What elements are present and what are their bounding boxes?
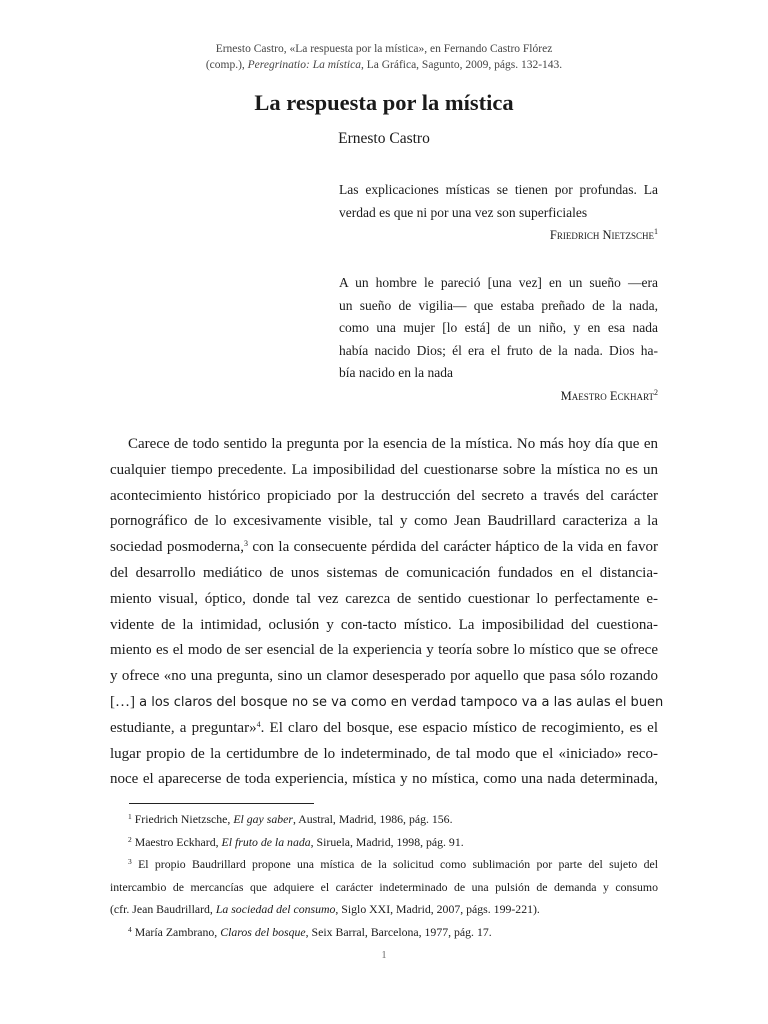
footnote-text: Friedrich Nietzsche, [134, 812, 234, 826]
footnote-book-title: La sociedad del consumo [215, 902, 336, 916]
running-header [0, 41, 768, 73]
footnote-4 [110, 921, 658, 944]
footnotes [110, 808, 658, 943]
page-number: 1 [381, 950, 387, 961]
header-book-title: Peregrinatio: La mística [247, 59, 361, 71]
epigraph-attribution [339, 386, 658, 406]
footnote-text: El propio Baudrillard propone una mística de la solicitud como sublimación por parte del sujeto del [138, 857, 659, 871]
epigraph-line: verdad es que ni por una vez son superficiales [339, 204, 588, 220]
body-text: […] [110, 693, 135, 710]
footnote-number: 3 [128, 857, 132, 866]
footnote-number: 1 [128, 812, 132, 821]
epigraph-line: un sueño de vigilia— que estaba preñado de la nada, [339, 297, 658, 313]
body-text: . El claro del bosque, ese espacio místico de recogimiento, es el [260, 719, 658, 736]
body-line [110, 716, 658, 742]
attribution-name: Maestro Eckhart [560, 388, 654, 403]
footnote-number: 4 [128, 924, 132, 934]
footnote-separator [129, 803, 314, 804]
body-line: del desarrollo mediático de unos sistemas de comunicación fundados en el distancia- [110, 564, 658, 581]
epigraph-nietzsche [339, 179, 658, 245]
footnote-text: , Seix Barral, Barcelona, 1977, pág. 17. [305, 924, 492, 939]
body-line: noce el aparecerse de toda experiencia, mística y no mística, como una nada determinada, [110, 771, 658, 788]
footnote-text: , Austral, Madrid, 1986, pág. 156. [292, 812, 453, 826]
body-line [110, 690, 664, 716]
body-line: miento es el modo de ser esencial de la experiencia y teoría sobre lo místico que se ofrece [110, 642, 658, 659]
footnote-ref: 2 [654, 387, 658, 397]
body-line: lugar propio de la certidumbre de lo indeterminado, de tal modo que el «iniciado» reco- [110, 745, 658, 762]
footnote-1 [110, 808, 658, 831]
epigraph-line: había nacido Dios; él era el fruto de la nada. Dios ha- [339, 342, 658, 358]
body-text: sociedad posmoderna, [110, 539, 244, 556]
epigraph-line: bía nacido en la nada [339, 365, 453, 380]
epigraph-line: A un hombre le pareció [una vez] en un sueño —era [339, 275, 658, 290]
footnote-2 [110, 831, 658, 854]
body-line: y ofrece «no una pregunta, sino un clamor desesperado por aquello que pasa sólo rozando [110, 668, 658, 685]
footnote-book-title: El gay saber [233, 812, 293, 826]
quoted-text-sans: a los claros del bosque no se va como en verdad tampoco va a las aulas el buen [135, 694, 664, 710]
footnote-text: , Siglo XXI, Madrid, 2007, págs. 199-221). [335, 902, 540, 916]
footnote-text: Maestro Eckhard, [134, 834, 222, 849]
header-text: (comp.), [205, 59, 248, 71]
footnote-text: , Siruela, Madrid, 1998, pág. 91. [310, 834, 464, 849]
epigraph-line: Las explicaciones místicas se tienen por profundas. La [339, 182, 658, 197]
body-text: estudiante, a preguntar» [110, 719, 257, 736]
body-line: acontecimiento histórico propiciado por la destrucción del secreto a través del carácter [110, 487, 658, 504]
body-line: vidente de la intimidad, oclusión y con-tacto místico. La imposibilidad del cuestiona- [110, 616, 658, 633]
epigraph-eckhart [339, 272, 658, 406]
author-name: Ernesto Castro [338, 130, 430, 147]
page-title: La respuesta por la mística [254, 90, 514, 115]
footnote-3-cont [110, 898, 658, 921]
epigraph-attribution [339, 225, 658, 245]
body-line [110, 535, 658, 561]
body-line: pornográfico de lo excesivamente visible, tal y como Jean Baudrillard caracteriza a la [110, 513, 658, 530]
footnote-3 [110, 853, 658, 876]
body-paragraph [110, 432, 664, 793]
attribution-name: Friedrich Nietzsche [549, 228, 654, 242]
footnote-ref: 4 [256, 719, 261, 729]
footnote-ref: 3 [243, 539, 248, 549]
header-text: , La Gráfica, Sagunto, 2009, págs. 132-143. [360, 59, 563, 71]
epigraph-line: como una mujer [lo está] de un niño, y en esa nada [339, 320, 658, 335]
footnote-text: María Zambrano, [134, 924, 221, 939]
footnote-book-title: Claros del bosque [220, 924, 306, 939]
footnote-3-cont: intercambio de mercancías que adquiere el carácter indeterminado de una pulsión de demanda y consumo [110, 879, 658, 894]
header-line-1: Ernesto Castro, «La respuesta por la mística», en Fernando Castro Flórez [215, 43, 553, 55]
body-line: miento visual, óptico, donde tal vez carezca de sentido cuestionar lo perfectamente e- [110, 590, 658, 607]
header-line-2 [0, 57, 768, 73]
footnote-text: (cfr. Jean Baudrillard, [110, 902, 216, 916]
body-text: con la consecuente pérdida del carácter háptico de la vida en favor [247, 539, 659, 556]
footnote-book-title: El fruto de la nada [221, 834, 311, 849]
body-line: Carece de todo sentido la pregunta por la esencia de la mística. No más hoy día que en [128, 436, 658, 452]
body-line: cualquier tiempo precedente. La imposibilidad del cuestionarse sobre la mística no es un [110, 461, 658, 478]
footnote-number: 2 [128, 834, 132, 844]
footnote-ref: 1 [654, 227, 658, 236]
